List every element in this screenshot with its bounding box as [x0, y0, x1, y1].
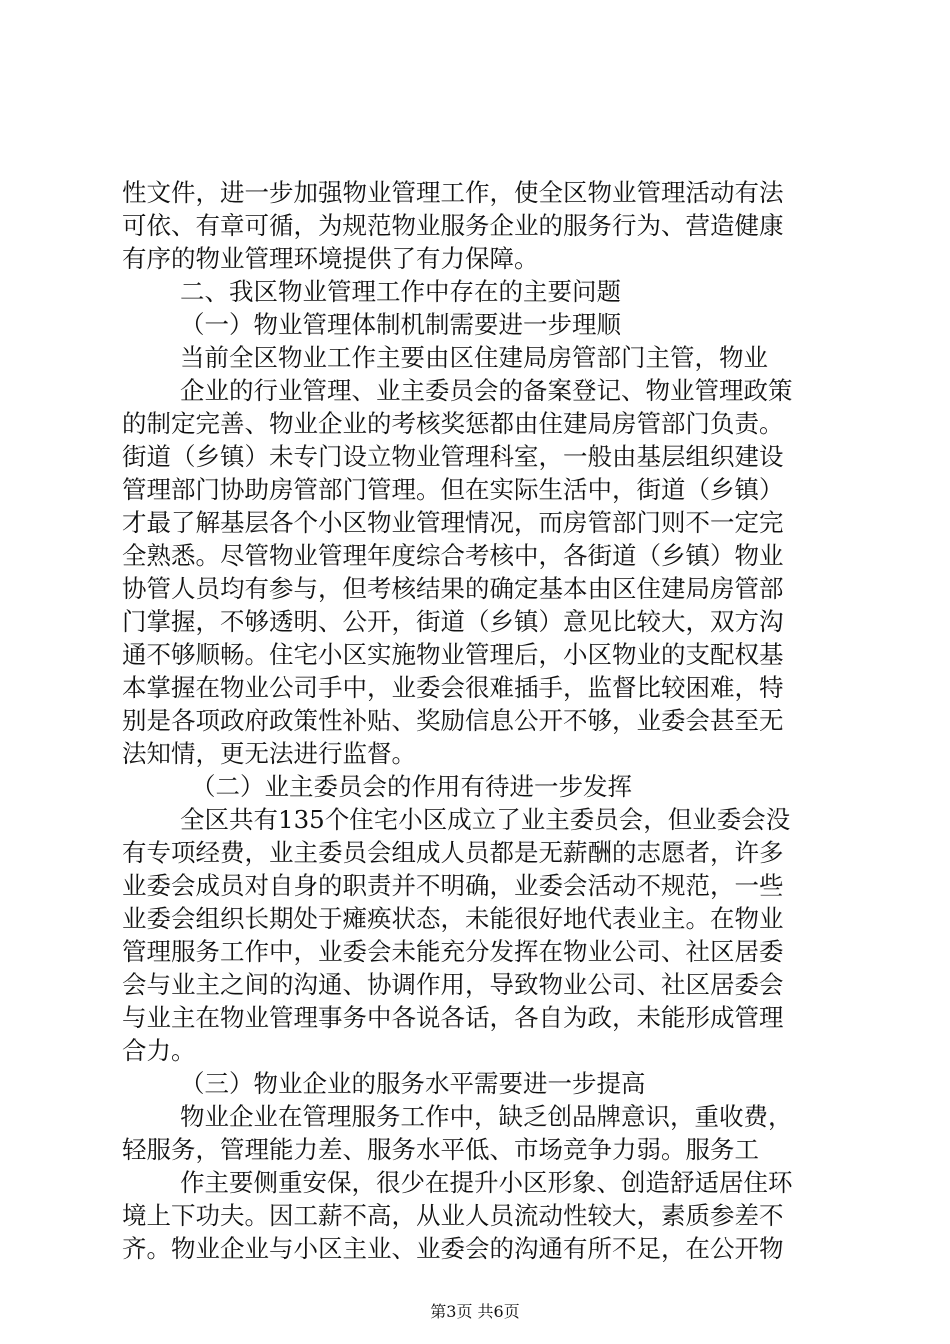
body-text-line: 当前全区物业工作主要由区住建局房管部门主管，物业: [180, 343, 768, 372]
body-text-line: 有专项经费，业主委员会组成人员都是无薪酬的志愿者，许多: [122, 838, 784, 867]
page-footer: 第3页 共6页: [430, 1302, 520, 1321]
body-text-line: 企业的行业管理、业主委员会的备案登记、物业管理政策: [180, 376, 793, 405]
body-text-line: 业委会成员对自身的职责并不明确，业委会活动不规范，一些: [122, 871, 784, 900]
body-text-line: 通不够顺畅。住宅小区实施物业管理后，小区物业的支配权基: [122, 640, 784, 669]
body-text-line: 与业主在物业管理事务中各说各话，各自为政，未能形成管理: [122, 1003, 784, 1032]
body-text-line: 齐。物业企业与小区主业、业委会的沟通有所不足，在公开物: [122, 1234, 784, 1263]
body-text-line: 法知情，更无法进行监督。: [122, 739, 416, 768]
section-heading: 二、我区物业管理工作中存在的主要问题: [180, 277, 621, 306]
body-text-line: 有序的物业管理环境提供了有力保障。: [122, 244, 539, 273]
body-text-line: 门掌握，不够透明、公开，街道（乡镇）意见比较大，双方沟: [122, 607, 784, 636]
body-text-line: 境上下功夫。因工薪不高，从业人员流动性较大，素质参差不: [122, 1201, 784, 1230]
body-text-line: 管理部门协助房管部门管理。但在实际生活中，街道（乡镇）: [122, 475, 784, 504]
body-text-line: 全区共有135个住宅小区成立了业主委员会，但业委会没: [180, 805, 791, 834]
body-text-line: 物业企业在管理服务工作中，缺乏创品牌意识，重收费，: [180, 1102, 793, 1131]
body-text-line: 作主要侧重安保，很少在提升小区形象、创造舒适居住环: [180, 1168, 793, 1197]
body-text-line: 本掌握在物业公司手中，业委会很难插手，监督比较困难，特: [122, 673, 784, 702]
subsection-heading: （二）业主委员会的作用有待进一步发挥: [191, 772, 632, 801]
body-text-line: 轻服务，管理能力差、服务水平低、市场竞争力弱。服务工: [122, 1135, 759, 1164]
body-text-line: 性文件，进一步加强物业管理工作，使全区物业管理活动有法: [122, 178, 784, 207]
body-text-line: 业委会组织长期处于瘫痪状态，未能很好地代表业主。在物业: [122, 904, 784, 933]
body-text-line: 合力。: [122, 1036, 196, 1065]
body-text-line: 街道（乡镇）未专门设立物业管理科室，一般由基层组织建设: [122, 442, 784, 471]
subsection-heading: （一）物业管理体制机制需要进一步理顺: [180, 310, 621, 339]
body-text-line: 才最了解基层各个小区物业管理情况，而房管部门则不一定完: [122, 508, 784, 537]
body-text-line: 可依、有章可循，为规范物业服务企业的服务行为、营造健康: [122, 211, 784, 240]
body-text-line: 会与业主之间的沟通、协调作用，导致物业公司、社区居委会: [122, 970, 784, 999]
body-text-line: 的制定完善、物业企业的考核奖惩都由住建局房管部门负责。: [122, 409, 784, 438]
body-text-line: 全熟悉。尽管物业管理年度综合考核中，各街道（乡镇）物业: [122, 541, 784, 570]
body-text-line: 别是各项政府政策性补贴、奖励信息公开不够，业委会甚至无: [122, 706, 784, 735]
body-text-line: 管理服务工作中，业委会未能充分发挥在物业公司、社区居委: [122, 937, 784, 966]
subsection-heading: （三）物业企业的服务水平需要进一步提高: [180, 1069, 646, 1098]
body-text-line: 协管人员均有参与，但考核结果的确定基本由区住建局房管部: [122, 574, 784, 603]
